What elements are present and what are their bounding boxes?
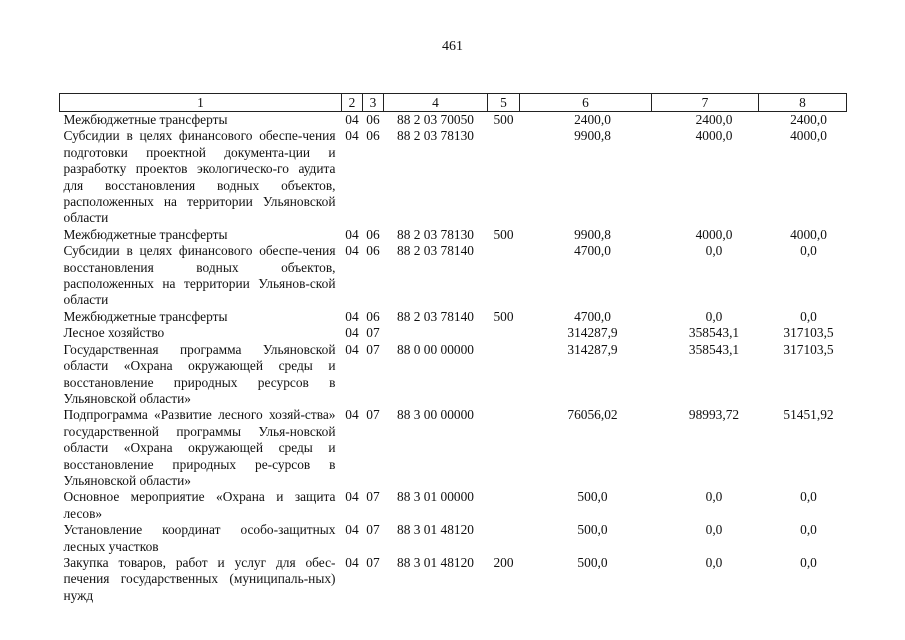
table-row [60,342,847,408]
row-amount-col8: 2400,0 [790,112,827,127]
row-target-article: 88 3 01 48120 [397,522,474,538]
table-row [60,325,847,341]
row-subsection: 07 [366,554,380,570]
row-name: Установление координат особо-защитных лесных участков [63,522,336,554]
column-header-7: 7 [652,94,759,112]
column-header-2: 2 [342,94,363,112]
row-expense-type [488,489,520,522]
row-subsection: 06 [366,226,380,242]
table-row [60,522,847,555]
row-amount-col7: 0,0 [705,308,723,324]
row-amount-col8: 0,0 [800,489,817,505]
row-amount-col8: 0,0 [800,308,817,324]
row-amount-col6: 500,0 [577,554,608,570]
column-header-3: 3 [363,94,384,112]
column-header-8: 8 [759,94,847,112]
row-target-article: 88 2 03 78140 [397,243,474,259]
row-name: Лесное хозяйство [63,325,165,341]
row-section: 04 [345,341,359,357]
column-header-6: 6 [520,94,652,112]
row-subsection: 06 [366,308,380,324]
row-target-article: 88 0 00 00000 [397,341,474,357]
row-expense-type [488,407,520,489]
row-amount-col8: 51451,92 [783,407,834,423]
row-name: Субсидии в целях финансового обеспе-чения восстановления водных объектов, расположенных на территории Ульянов-ской области [63,243,336,308]
column-header-4: 4 [384,94,488,112]
page-number: 461 [442,39,463,54]
row-target-article: 88 2 03 78130 [397,226,474,242]
row-amount-col6: 76056,02 [567,407,618,423]
row-section: 04 [345,128,359,144]
row-expense-type: 500 [493,308,514,324]
row-amount-col7: 0,0 [705,522,723,538]
row-target-article: 88 3 01 00000 [397,489,474,505]
row-amount-col8: 317103,5 [783,341,834,357]
table-row [60,243,847,309]
row-amount-col7: 98993,72 [688,407,740,423]
row-amount-col7: 358543,1 [688,341,740,357]
row-amount-col8: 4000,0 [790,128,827,144]
row-amount-col6: 4700,0 [574,243,611,259]
row-subsection: 06 [366,243,380,259]
column-header-1: 1 [60,94,342,112]
column-header-5: 5 [488,94,520,112]
row-amount-col6: 314287,9 [567,341,618,357]
row-section: 04 [345,554,359,570]
row-amount-col6: 500,0 [577,489,608,505]
row-target-article: 88 2 03 78140 [397,308,474,324]
row-amount-col8: 0,0 [800,522,817,538]
row-expense-type: 500 [493,112,514,127]
table-header-row [60,94,847,112]
row-expense-type [488,522,520,555]
row-section: 04 [345,489,359,505]
table-body [60,112,847,605]
row-subsection: 07 [366,325,380,341]
row-amount-col7: 0,0 [705,554,723,570]
table-row [60,555,847,604]
row-target-article: 88 3 00 00000 [397,407,474,423]
row-amount-col8: 0,0 [800,554,817,570]
row-name: Закупка товаров, работ и услуг для обес-печения государственных (муниципаль-ных) нужд [63,554,336,603]
row-subsection: 07 [366,489,380,505]
row-amount-col8: 317103,5 [783,325,834,341]
row-amount-col7: 4000,0 [695,128,733,144]
table-row [60,489,847,522]
row-section: 04 [345,308,359,324]
table-row [60,309,847,325]
row-section: 04 [345,243,359,259]
table-row [60,112,847,129]
row-subsection: 07 [366,407,380,423]
row-amount-col8: 4000,0 [790,226,827,242]
row-amount-col6: 2400,0 [574,112,611,127]
row-section: 04 [345,522,359,538]
table-row [60,227,847,243]
row-target-article [384,325,488,341]
row-name: Подпрограмма «Развитие лесного хозяй-ства» государственной программы Улья-новской области «Охрана окружающей среды и восстановление природных ре-сурсов в Ульяновской области» [63,407,336,488]
row-expense-type [488,325,520,341]
row-expense-type [488,243,520,309]
row-target-article: 88 2 03 78130 [397,128,474,144]
table-row [60,128,847,226]
row-section: 04 [345,112,359,127]
row-amount-col6: 9900,8 [574,128,611,144]
table-row [60,407,847,489]
row-name: Основное мероприятие «Охрана и защита лесов» [63,489,336,521]
row-name: Межбюджетные трансферты [63,112,228,127]
row-amount-col7: 4000,0 [695,226,733,242]
row-amount-col7: 2400,0 [695,112,733,127]
row-target-article: 88 3 01 48120 [397,554,474,570]
row-amount-col6: 314287,9 [567,325,618,341]
row-amount-col6: 4700,0 [574,308,611,324]
row-section: 04 [345,325,359,341]
budget-table [59,93,847,604]
row-amount-col7: 0,0 [705,243,723,259]
row-subsection: 07 [366,522,380,538]
row-section: 04 [345,226,359,242]
row-amount-col6: 500,0 [577,522,608,538]
row-amount-col6: 9900,8 [574,226,611,242]
row-subsection: 07 [366,341,380,357]
row-name: Межбюджетные трансферты [63,226,228,242]
row-expense-type [488,342,520,408]
row-expense-type [488,128,520,226]
row-expense-type: 200 [493,554,514,570]
row-subsection: 06 [366,112,380,127]
row-target-article: 88 2 03 70050 [397,112,474,127]
row-amount-col8: 0,0 [800,243,817,259]
row-section: 04 [345,407,359,423]
row-name: Межбюджетные трансферты [63,308,228,324]
row-subsection: 06 [366,128,380,144]
row-amount-col7: 358543,1 [688,325,740,341]
row-expense-type: 500 [493,226,514,242]
row-name: Субсидии в целях финансового обеспе-чения подготовки проектной документа-ции и разработку проектов экологическо-го аудита для восстановления водных объектов, расположенных на территории Ульяновской области [63,128,336,226]
row-amount-col7: 0,0 [705,489,723,505]
row-name: Государственная программа Ульяновской области «Охрана окружающей среды и восстановление природных ресурсов в Ульяновской области» [63,341,336,406]
